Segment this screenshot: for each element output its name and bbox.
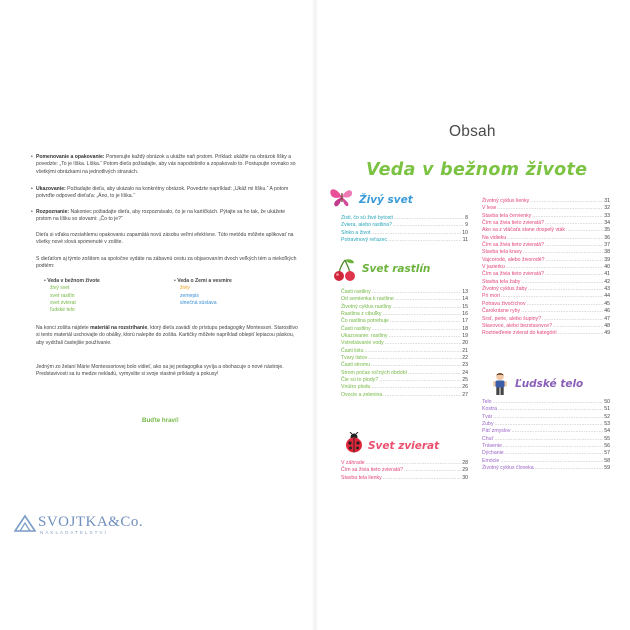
- paragraph-text: Pomenujte každý obrázok a ukážte naň prstom. Príklad: ukážte na obrázok líšky a povedzte: „To je líška. Líška.“ Potom dieťa požiadajte, aby vás napodobnilo a zopakovalo to. Postupujte rovnako so všetkými obrázkami na jednotlivých stranách.: [36, 154, 296, 175]
- toc-entry[interactable]: Dýchanie ..... 57: [482, 450, 610, 457]
- section-title-telo: Ľudské telo: [515, 378, 584, 390]
- topic-list-title: • Veda v bežnom živote: [44, 278, 100, 284]
- toc-entry[interactable]: Ukazovanie: rastliny ..... 19: [341, 333, 468, 340]
- toc-entry[interactable]: Telo ..... 50: [482, 399, 610, 406]
- toc-rastliny: [341, 289, 468, 399]
- toc-entry[interactable]: Päť zmyslov ..... 54: [482, 428, 610, 435]
- logo-subtitle: NAKLADATELSTVÍ: [40, 530, 108, 535]
- publisher-logo: [14, 513, 164, 537]
- topic-list-earth: [174, 278, 294, 307]
- toc-entry[interactable]: V záhrade ..... 28: [341, 460, 468, 467]
- toc-entry[interactable]: Životný cyklus žaby ..... 43: [482, 286, 610, 293]
- toc-entry[interactable]: Zuby ..... 53: [482, 421, 610, 428]
- topic-item: ľudské telo: [50, 307, 75, 314]
- paragraph-text: Požiadajte dieťa, aby ukázalo na konkrétny obrázok. Povedzte napríklad: „Ukáž mi líšku.“ A potom potvrďte odpoveď dieťaťa: „Áno, to je líška.“: [36, 186, 289, 200]
- toc-entry[interactable]: Čím sa živia tieto zvieratá? ..... 29: [341, 467, 468, 474]
- toc-entry[interactable]: Potravinový reťazec ..... 11: [341, 237, 468, 244]
- toc-entry[interactable]: Životný cyklus lienky ..... 31: [482, 198, 610, 205]
- toc-zvierata-continued: [482, 198, 610, 338]
- closing-line: Buďte hraví!: [142, 417, 179, 424]
- toc-entry[interactable]: Pri mori ..... 44: [482, 293, 610, 300]
- paragraph-montessori: Jedným zo želaní Márie Montessoriovej bolo vidieť, ako sa jej pedagogika vyvíja a obohacuje o nové nástroje. Predstavivosti sa tu medze nekladú, vymyslite si svoje vlastné príklady a pokusy!: [36, 364, 284, 378]
- toc-zvierata: [341, 460, 468, 482]
- toc-entry[interactable]: Čím sa živia tieto zvieratá? ..... 37: [482, 242, 610, 249]
- toc-entry[interactable]: Stavba tela červienky ..... 33: [482, 213, 610, 220]
- toc-entry[interactable]: Časti rastliny ..... 13: [341, 289, 468, 296]
- toc-entry[interactable]: Slnko a život ..... 10: [341, 230, 468, 237]
- toc-entry[interactable]: Ako sa z vtáčaťa stane dospelý vták ..... 35: [482, 227, 610, 234]
- toc-entry[interactable]: Na vidieku ..... 36: [482, 235, 610, 242]
- paragraph-text: , ktorý dieťa zavádí do prístupu pedagogiky Montessori. Starostlivo si tento materiál uschovajte do obálky, ktorú nalepíte do zošita. Kartičky môžete napríklad oblepiť lepiacou páskou, aby vydržali častejšie používanie.: [36, 325, 298, 346]
- paragraph-naming: [36, 154, 301, 176]
- topic-item: živly: [180, 285, 190, 292]
- toc-entry[interactable]: Časti rastliny ..... 18: [341, 326, 468, 333]
- topic-item: zemepis: [180, 292, 199, 299]
- paragraph-pointing: [36, 186, 301, 201]
- topic-item: slnečná sústava: [180, 299, 217, 306]
- bullet: •: [31, 154, 33, 160]
- toc-telo: [482, 399, 610, 472]
- toc-entry[interactable]: Životný cyklus človeka ..... 59: [482, 465, 610, 472]
- topic-list-title: • Veda o Zemi a vesmíre: [174, 278, 232, 284]
- paragraph-text: Nakoniec požiadajte dieťa, aby rozpoznávalo, čo je na kartičkách. Pýtajte sa ho tak, že ukážete prstom na líšku so slovami: „Čo to je?“: [36, 209, 286, 223]
- toc-entry[interactable]: Kostra ..... 51: [482, 406, 610, 413]
- bullet: •: [31, 186, 33, 192]
- toc-entry[interactable]: Srsť, perie, alebo šupiny? ..... 47: [482, 316, 610, 323]
- topic-item: svet zvierat: [50, 299, 76, 306]
- toc-entry[interactable]: Strom počas ročných období ..... 24: [341, 370, 468, 377]
- paragraph-repetition: Dieťa si vďaka rozsiahlemu opakovaniu zapamätá novú zásobu veľmi efektívne. Túto metódu môžete aplikovať na všetky nové slová spomenuté v zošite.: [36, 232, 294, 246]
- child-figure-icon: [492, 372, 508, 396]
- toc-entry[interactable]: Zviera, alebo rastlina? ..... 9: [341, 222, 468, 229]
- topic-list-everyday: [44, 278, 164, 314]
- toc-entry[interactable]: Časti stromu ..... 23: [341, 362, 468, 369]
- toc-entry[interactable]: V jazierku ..... 40: [482, 264, 610, 271]
- paragraph-recognition: [36, 209, 301, 224]
- paragraph-label: Rozpoznanie:: [36, 209, 70, 215]
- toc-entry[interactable]: Čím sa živia tieto zvieratá? ..... 41: [482, 271, 610, 278]
- toc-entry[interactable]: Stavba tela žaby ..... 42: [482, 279, 610, 286]
- toc-entry[interactable]: Čo rastlina potrebuje ..... 17: [341, 318, 468, 325]
- paragraph-label: Ukazovanie:: [36, 186, 66, 192]
- section-title-zvierata: Svet zvierat: [368, 440, 440, 452]
- page-title: Obsah: [449, 123, 496, 140]
- toc-zivy: [341, 215, 468, 244]
- toc-entry[interactable]: Chuť ..... 55: [482, 436, 610, 443]
- toc-entry[interactable]: Tvár ..... 52: [482, 414, 610, 421]
- toc-entry[interactable]: Roztrieďenie zvierat do kategórií ..... 49: [482, 330, 610, 337]
- paragraph-journey: S dieťaťom aj týmto zošitom sa spoločne vydáte na zábavnú cestu za objavovaním dvoch veľkých tém a niekoľkých podtém:: [36, 256, 297, 270]
- toc-entry[interactable]: Vnútro plodu ..... 26: [341, 384, 468, 391]
- toc-entry[interactable]: Životný cyklus rastliny ..... 15: [341, 304, 468, 311]
- topic-item: svet rastlín: [50, 292, 75, 299]
- toc-entry[interactable]: Stavovce, alebo bezstavovce? ..... 48: [482, 323, 610, 330]
- toc-entry[interactable]: Vajcorodé, alebo živorodé? ..... 39: [482, 257, 610, 264]
- book-gutter: [312, 0, 318, 630]
- toc-entry[interactable]: Čarokrásne ryby ..... 46: [482, 308, 610, 315]
- section-title-rastliny: Svet rastlín: [362, 263, 431, 275]
- butterfly-icon: [328, 186, 356, 208]
- toc-entry[interactable]: Vstrebávanie vody ..... 20: [341, 340, 468, 347]
- toc-entry[interactable]: Čím sa živia tieto zvieratá? ..... 34: [482, 220, 610, 227]
- paragraph-label: Pomenovanie a opakovanie:: [36, 154, 105, 160]
- logo-name: SVOJTKA&Co.: [38, 514, 144, 530]
- toc-entry[interactable]: Ovocie a zelenina ..... 27: [341, 392, 468, 399]
- toc-entry[interactable]: Čie sú to plody? ..... 25: [341, 377, 468, 384]
- logo-mark-icon: [14, 513, 36, 535]
- paragraph-text: Na konci zošita nájdete: [36, 325, 91, 331]
- toc-entry[interactable]: Trávenie ..... 56: [482, 443, 610, 450]
- toc-entry[interactable]: Zisti, čo sú živé bytosti ..... 8: [341, 215, 468, 222]
- toc-entry[interactable]: Emócie ..... 58: [482, 458, 610, 465]
- cherries-icon: [332, 258, 358, 282]
- toc-entry[interactable]: Stavba tela lienky ..... 30: [341, 475, 468, 482]
- main-heading: Veda v bežnom živote: [366, 160, 588, 180]
- toc-entry[interactable]: Tvary listov ..... 22: [341, 355, 468, 362]
- toc-entry[interactable]: Od semienka k rastline ..... 14: [341, 296, 468, 303]
- toc-entry[interactable]: Potrava živočíchov ..... 45: [482, 301, 610, 308]
- toc-entry[interactable]: V lese ..... 32: [482, 205, 610, 212]
- toc-entry[interactable]: Časti listu ..... 21: [341, 348, 468, 355]
- topic-item: živý svet: [50, 285, 70, 292]
- section-title-zivy: Živý svet: [359, 194, 413, 206]
- toc-entry[interactable]: Stavba tela kravy ..... 38: [482, 249, 610, 256]
- bullet: •: [31, 209, 33, 215]
- ladybug-icon: [343, 432, 365, 454]
- toc-entry[interactable]: Rastlina z cibuľky ..... 16: [341, 311, 468, 318]
- paragraph-cutout: [36, 325, 301, 347]
- paragraph-bold: materiál na rozstrihanie: [90, 325, 148, 331]
